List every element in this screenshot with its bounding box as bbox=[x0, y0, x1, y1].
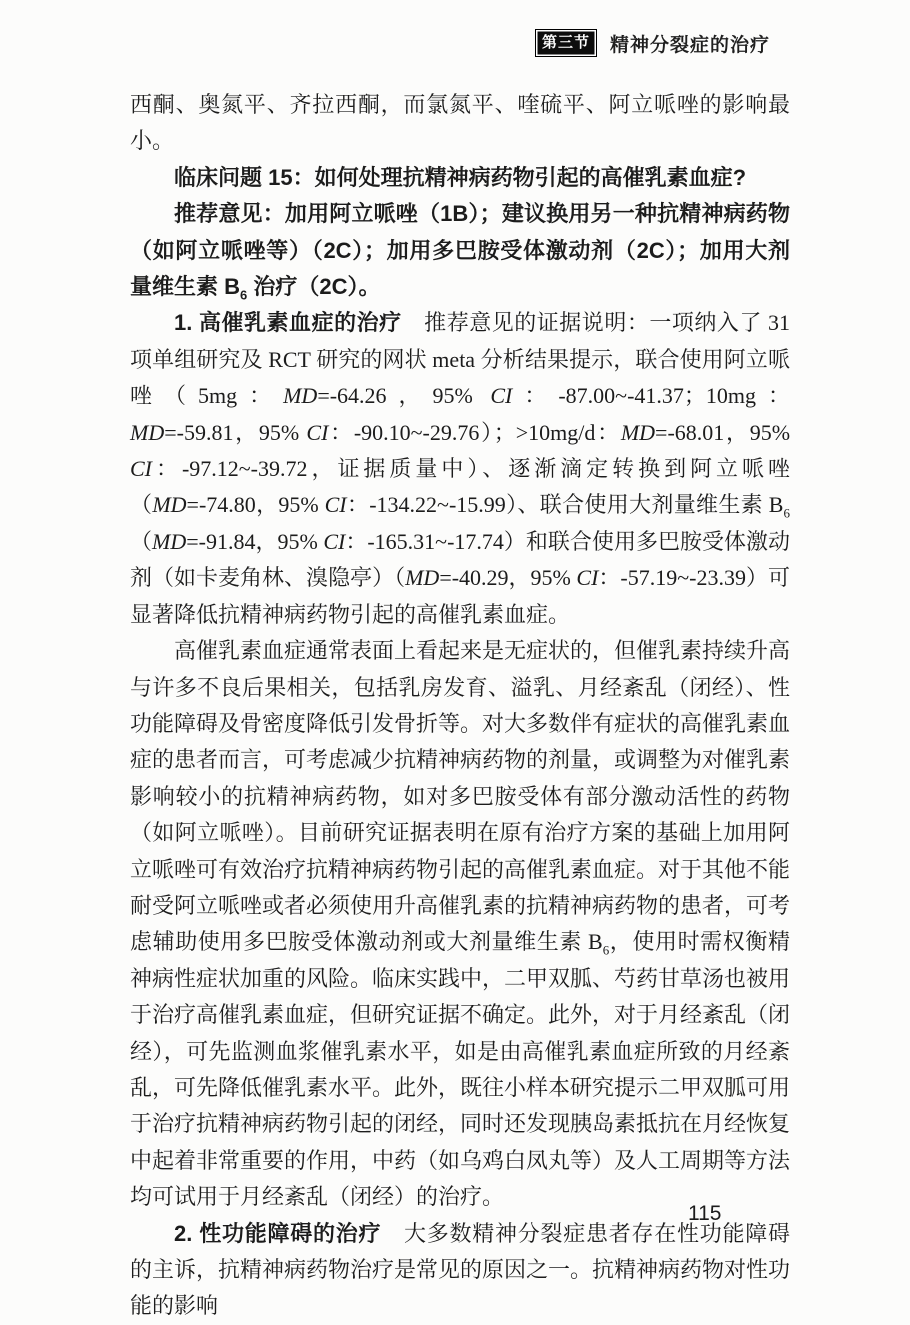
header-title: 精神分裂症的治疗 bbox=[609, 34, 770, 56]
recommendation-heading bbox=[130, 196, 790, 305]
text-segment-normal: =-91.84，95% bbox=[186, 528, 324, 554]
text-segment-italic: CI bbox=[130, 456, 152, 482]
text-segment-italic: MD bbox=[152, 528, 187, 554]
text-segment-normal: =-68.01，95% bbox=[655, 419, 791, 445]
text-segment-italic: CI bbox=[324, 492, 347, 518]
text-segment-normal: =-74.80，95% bbox=[186, 492, 325, 518]
text-segment-italic: MD bbox=[283, 383, 318, 409]
text-segment-bold: 2. 性功能障碍的治疗 bbox=[174, 1220, 382, 1246]
text-segment-italic: MD bbox=[405, 565, 440, 591]
text-segment-normal: ：-97.12~-39.72，证据质量中）、逐渐滴定转换到阿立哌唑（ bbox=[130, 456, 790, 518]
text-segment-normal: 临床问题 15：如何处理抗精神病药物引起的高催乳素血症? bbox=[174, 164, 747, 190]
text-segment-normal: 高催乳素血症通常表面上看起来是无症状的，但催乳素持续升高与许多不良后果相关，包括乳房发育、溢乳、月经紊乱（闭经）、性功能障碍及骨密度降低引发骨折等。对大多数伴有症状的高催乳素血症的患者而言，可考虑减少抗精神病药物的剂量，或调整为对催乳素影响较小的抗精神病药物，如对多巴胺受体有部分激动活性的药物（如阿立哌唑）。目前研究证据表明在原有治疗方案的基础上加用阿立哌唑可有效治疗抗精神病药物引起的高催乳素血症。对于其他不能耐受阿立哌唑或者必须使用升高催乳素的抗精神病药物的患者，可考虑辅助使用多巴胺受体激动剂或大剂量维生素 B bbox=[130, 638, 791, 955]
text-segment-normal: 治疗（2C）。 bbox=[247, 274, 381, 300]
text-segment-italic: MD bbox=[130, 419, 165, 445]
page-body bbox=[130, 87, 790, 1325]
text-segment-sub: 6 bbox=[783, 505, 790, 521]
text-segment-normal: ：-57.19~-23.39）可显著降低抗精神病药物引起的高催乳素血症。 bbox=[130, 565, 790, 627]
text-segment-bold: 1. 高催乳素血症的治疗 bbox=[174, 310, 402, 336]
text-segment-normal: ：-87.00~-41.37；10mg： bbox=[512, 383, 791, 409]
text-segment-normal: ，使用时需权衡精神病性症状加重的风险。临床实践中，二甲双胍、芍药甘草汤也被用于治疗高催乳素血症，但研究证据不确定。此外，对于月经紊乱（闭经），可先监测血浆催乳素水平，如是由高催乳素血症所致的月经紊乱，可先降低催乳素水平。此外，既往小样本研究提示二甲双胍可用于治疗抗精神病药物引起的闭经，同时还发现胰岛素抵抗在月经恢复中起着非常重要的作用，中药（如乌鸡白凤丸等）及人工周期等方法均可试用于月经紊乱（闭经）的治疗。 bbox=[130, 929, 791, 1210]
text-segment-normal: 大多数精神分裂症患者存在性功能障碍的主诉，抗精神病药物治疗是常见的原因之一。抗精神病药物对性功能的影响 bbox=[130, 1220, 791, 1319]
body-paragraph-continuation bbox=[130, 87, 790, 160]
page-header bbox=[535, 29, 770, 57]
text-segment-italic: CI bbox=[490, 383, 513, 409]
text-segment-normal: 西酮、奥氮平、齐拉西酮，而氯氮平、喹硫平、阿立哌唑的影响最小。 bbox=[130, 92, 790, 154]
text-segment-normal: ：-134.22~-15.99）、联合使用大剂量维生素 B bbox=[346, 492, 784, 518]
clinical-question-heading bbox=[130, 160, 790, 196]
text-segment-italic: CI bbox=[306, 419, 329, 445]
text-segment-normal: =-59.81，95% bbox=[164, 419, 307, 445]
text-segment-italic: MD bbox=[620, 419, 656, 445]
text-segment-italic: MD bbox=[152, 492, 187, 518]
text-segment-normal: ：-165.31~-17.74）和联合使用多巴胺受体激动剂（如卡麦角林、溴隐亭）（ bbox=[130, 528, 790, 591]
text-segment-normal: 推荐意见：加用阿立哌唑（1B）；建议换用另一种抗精神病药物（如阿立哌唑等）（2C）；加用多巴胺受体激动剂（2C）；加用大剂量维生素 B bbox=[130, 201, 790, 300]
section-badge: 第三节 bbox=[535, 29, 597, 57]
text-segment-italic: CI bbox=[323, 528, 346, 554]
text-segment-normal: 推荐意见的证据说明：一项纳入了 31 项单组研究及 RCT 研究的网状 meta 分析结果提示，联合使用阿立哌唑（5mg： bbox=[130, 310, 790, 409]
hyperprolactinemia-evidence-paragraph bbox=[130, 305, 790, 633]
text-segment-normal: =-40.29，95% bbox=[439, 565, 577, 591]
hyperprolactinemia-management-paragraph bbox=[130, 633, 790, 1216]
text-segment-normal: =-64.26，95% bbox=[317, 383, 491, 409]
text-segment-italic: CI bbox=[576, 565, 599, 591]
page-number: 115 bbox=[688, 1202, 722, 1225]
text-segment-sub: 6 bbox=[602, 942, 610, 958]
text-segment-normal: （ bbox=[130, 528, 153, 554]
text-segment-sub: 6 bbox=[240, 287, 248, 303]
sexual-dysfunction-paragraph bbox=[130, 1216, 790, 1325]
text-segment-normal: ：-90.10~-29.76）；>10mg/d： bbox=[328, 419, 621, 445]
